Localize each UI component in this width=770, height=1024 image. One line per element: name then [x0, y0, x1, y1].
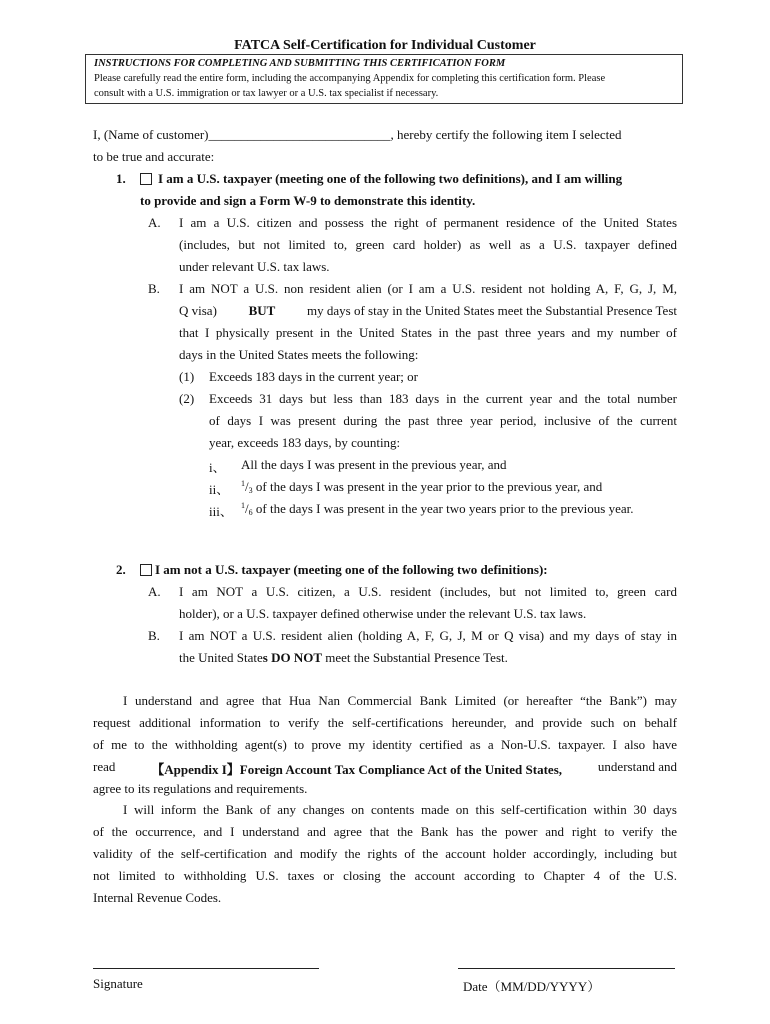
- para-2-line-3: validity of the self-certification and modify the rights of the account holder accordingly, including but: [93, 846, 677, 861]
- date-line[interactable]: [458, 968, 675, 969]
- item-1-b-sub-1: Exceeds 183 days in the current year; or: [209, 369, 419, 384]
- item-2-b-line-2: [179, 650, 508, 666]
- item-1-b-but: BUT: [248, 303, 276, 318]
- form-title: FATCA Self-Certification for Individual Customer: [234, 38, 536, 53]
- item-1-b-sub-1-label: (1): [179, 369, 195, 384]
- customer-name-blank[interactable]: ____________________________: [208, 127, 391, 142]
- item-1-a-line-2: (includes, but not limited to, green card holder) as well as a U.S. taxpayer defined: [179, 237, 677, 252]
- date-label: Date（MM/DD/YYYY）: [463, 979, 601, 994]
- item-1-b-line-2-pre: Q visa): [179, 303, 217, 318]
- para-2-line-2: of the occurrence, and I understand and agree that the Bank has the power and right to verify the: [93, 824, 677, 839]
- item-1-heading-line-2: to provide and sign a Form W-9 to demonstrate this identity.: [140, 193, 476, 208]
- item-2-b-line-2-pre: the United State: [179, 650, 263, 665]
- roman-i-label: i、: [209, 460, 226, 475]
- item-1-b-line-1: I am NOT a U.S. non resident alien (or I am a U.S. resident not holding A, F, G, J, M,: [179, 281, 677, 296]
- roman-iii-label: iii、: [209, 504, 233, 519]
- item-1-b-line-2-post: my days of stay in the United States meet the Substantial Presence Test: [307, 303, 677, 318]
- para-1-line-2: request additional information to verify the self-certifications hereunder, and provide such on behalf: [93, 715, 677, 730]
- para-1-line-4: [93, 759, 677, 778]
- instructions-text-line-1: Please carefully read the entire form, including the accompanying Appendix for completing this certification form. Please: [94, 73, 606, 84]
- roman-ii-denominator: 3: [248, 486, 253, 495]
- item-1-b-sub-2-line-2: of days I was present during the past three year period, inclusive of the current: [209, 413, 677, 428]
- item-1-heading-text: I am a U.S. taxpayer (meeting one of the following two definitions), and I am willing: [158, 171, 623, 186]
- item-1-b-sub-2-label: (2): [179, 391, 195, 406]
- item-1-b-sub-2-line-1: Exceeds 31 days but less than 183 days in the current year and the total number: [209, 391, 677, 406]
- item-1-number: 1.: [116, 171, 126, 186]
- intro-prefix: I, (Name of customer): [93, 127, 209, 142]
- appendix-reference: 【Appendix I】Foreign Account Tax Compliance Act of the United States,: [151, 762, 563, 777]
- roman-iii-text: of the days I was present in the year two years prior to the previous year.: [255, 501, 634, 516]
- roman-ii-line: $^1/_3$ of the days I was present in the year prior to the previous year, and: [241, 479, 603, 495]
- item-1-a-line-1: I am a U.S. citizen and possess the right of permanent residence of the United States: [179, 215, 677, 230]
- intro-suffix: , hereby certify the following item I selected: [390, 127, 622, 142]
- instructions-heading: INSTRUCTIONS FOR COMPLETING AND SUBMITTING THIS CERTIFICATION FORM: [94, 58, 506, 69]
- para-1-line-1: I understand and agree that Hua Nan Commercial Bank Limited (or hereafter “the Bank”) may: [123, 693, 677, 708]
- item-1-b-line-2: [179, 303, 677, 319]
- para-2-line-1: I will inform the Bank of any changes on contents made on this self-certification within 30 days: [123, 802, 677, 817]
- para-2-line-4: not limited to withholding U.S. taxes or closing the account according to Chapter 4 of the U.S.: [93, 868, 677, 883]
- item-1-b-label: B.: [148, 281, 160, 296]
- item-1-heading-line-1: [140, 171, 677, 187]
- item-1-b-sub-2-line-3: year, exceeds 183 days, by counting:: [209, 435, 401, 450]
- item-2-checkbox[interactable]: [140, 564, 152, 576]
- item-1-b-line-4: days in the United States meets the following:: [179, 347, 419, 362]
- roman-i-text: All the days I was present in the previous year, and: [241, 457, 507, 472]
- item-2-b-do-not: s DO NOT: [262, 650, 322, 665]
- para-1-line-3: of me to the withholding agent(s) to prove my identity certified as a Non-U.S. taxpayer. I also have: [93, 737, 677, 752]
- instructions-box: [85, 54, 683, 104]
- intro-line-1: [93, 127, 677, 143]
- item-1-checkbox[interactable]: [140, 173, 152, 185]
- item-2-a-line-2: holder), or a U.S. taxpayer defined otherwise under the relevant U.S. tax laws.: [179, 606, 587, 621]
- roman-ii-text: of the days I was present in the year prior to the previous year, and: [255, 479, 603, 494]
- item-2-heading-text: I am not a U.S. taxpayer (meeting one of the following two definitions):: [155, 562, 548, 577]
- item-2-b-label: B.: [148, 628, 160, 643]
- para-1-line-5: agree to its regulations and requirements.: [93, 781, 308, 796]
- item-1-a-line-3: under relevant U.S. tax laws.: [179, 259, 330, 274]
- item-2-a-line-1: I am NOT a U.S. citizen, a U.S. resident (includes, but not limited to, green card: [179, 584, 677, 599]
- para-2-line-5: Internal Revenue Codes.: [93, 890, 222, 905]
- item-2-heading: [140, 562, 548, 578]
- para-1-read: read: [93, 759, 116, 774]
- item-2-number: 2.: [116, 562, 126, 577]
- roman-iii-numerator: 1: [241, 501, 245, 510]
- item-1-b-line-3: that I physically present in the United States in the past three years and my number of: [179, 325, 677, 340]
- roman-ii-label: ii、: [209, 482, 230, 497]
- item-2-b-line-1: I am NOT a U.S. resident alien (holding A, F, G, J, M or Q visa) and my days of stay in: [179, 628, 677, 643]
- roman-iii-line: $^1/_6$ of the days I was present in the year two years prior to the previous year.: [241, 501, 634, 517]
- item-1-a-label: A.: [148, 215, 161, 230]
- roman-iii-denominator: 6: [248, 508, 253, 517]
- signature-line[interactable]: [93, 968, 319, 969]
- item-2-a-label: A.: [148, 584, 161, 599]
- item-2-b-line-2-post: meet the Substantial Presence Test.: [325, 650, 508, 665]
- intro-line-2: to be true and accurate:: [93, 149, 215, 164]
- signature-label: Signature: [93, 976, 143, 991]
- para-1-line-4-post: understand and: [597, 759, 677, 774]
- instructions-text-line-2: consult with a U.S. immigration or tax lawyer or a U.S. tax specialist if necessary.: [94, 88, 439, 99]
- roman-ii-numerator: 1: [241, 479, 245, 488]
